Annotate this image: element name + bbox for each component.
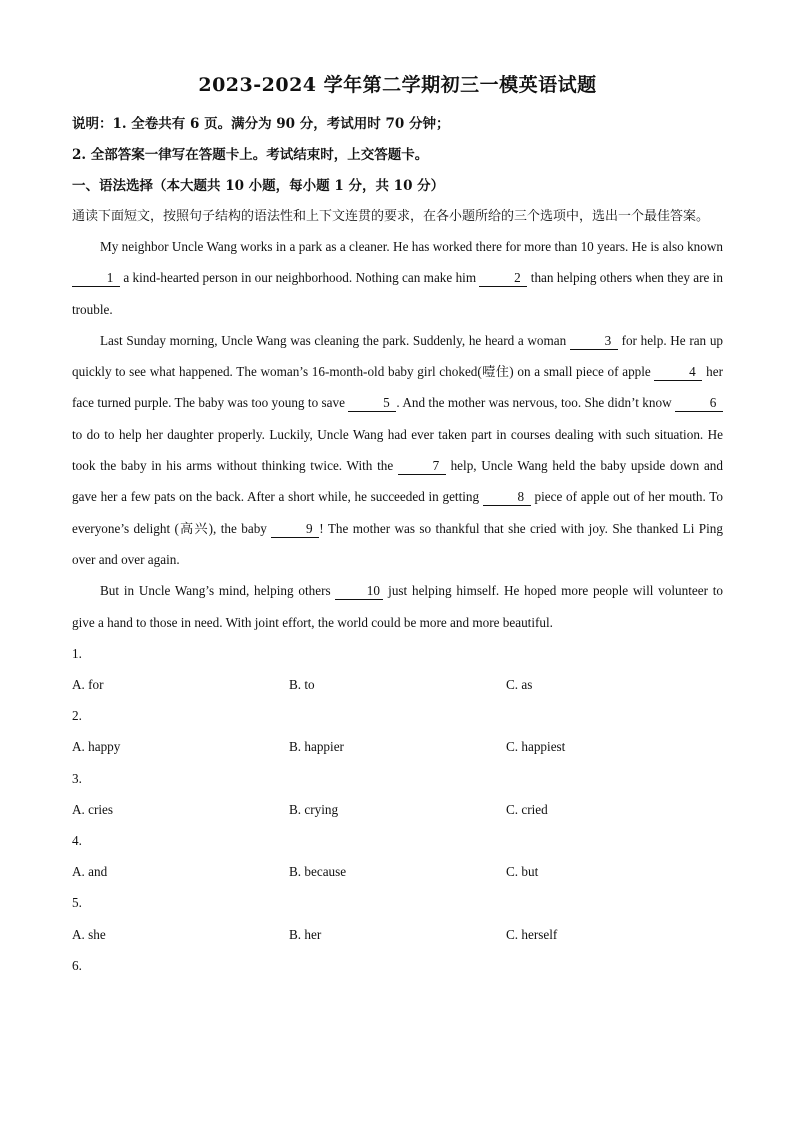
option-row: [72, 669, 723, 700]
blank-1: 1: [72, 269, 120, 287]
passage-text: ! The mother was so thankful that she cried with joy. She thanked Li Ping over and over again.: [72, 520, 723, 567]
blank-5: 5: [348, 394, 396, 412]
option-row: [72, 731, 723, 762]
question-number: 6.: [72, 957, 82, 973]
question-number: 4.: [72, 832, 82, 848]
option-a[interactable]: A. happy: [72, 739, 121, 755]
passage-text: But in Uncle Wang’s mind, helping others: [100, 583, 336, 599]
option-b[interactable]: B. happier: [289, 739, 344, 755]
blank-6: 6: [675, 394, 723, 412]
passage-text: help, Uncle Wang held the baby upside down and gave her a few pats on the back. After a short while, he succeeded in getting: [72, 458, 723, 505]
section-instruction: 通读下面短文，按照句子结构的语法性和上下文连贯的要求，在各小题所给的三个选项中，选出一个最佳答案。: [72, 209, 710, 224]
passage-paragraph-1: [72, 231, 723, 325]
option-row: [72, 794, 723, 825]
option-b[interactable]: B. crying: [289, 801, 339, 817]
option-a[interactable]: A. she: [72, 926, 106, 942]
passage-text: My neighbor Uncle Wang works in a park as a cleaner. He has worked there for more than 10 years. He is also known: [100, 239, 723, 254]
passage-text: to do to help her daughter properly. Luckily, Uncle Wang had ever taken part in courses dealing with such situation. He took the baby in his arms without thinking twice. With the: [72, 426, 723, 474]
blank-10: 10: [335, 582, 383, 600]
blank-7: 7: [398, 457, 446, 475]
passage-paragraph-3: [72, 575, 723, 638]
exam-note-2: 2. 全部答案一律写在答题卡上。考试结束时，上交答题卡。: [72, 147, 429, 163]
option-a[interactable]: A. cries: [72, 801, 114, 817]
exam-note-1: 说明：1. 全卷共有 6 页。满分为 90 分，考试用时 70 分钟；: [72, 116, 450, 132]
option-b[interactable]: B. her: [289, 926, 322, 942]
option-row: [72, 856, 723, 887]
page-title: 2023-2024 学年第二学期初三一模英语试题: [198, 74, 597, 96]
option-row: [72, 919, 723, 950]
option-c[interactable]: C. but: [506, 864, 539, 880]
passage-text: her face turned purple. The baby was too young to save: [72, 364, 723, 411]
passage-text: . And the mother was nervous, too. She didn’t know: [396, 395, 675, 411]
passage-paragraph-2: [72, 325, 723, 575]
option-b[interactable]: B. because: [289, 864, 347, 880]
question-list: [72, 638, 723, 981]
option-c[interactable]: C. cried: [506, 801, 548, 817]
question-number: 3.: [72, 770, 82, 786]
passage-text: piece of apple out of her mouth. To everyone’s delight (高兴), the baby: [72, 489, 723, 536]
question-number: 1.: [72, 645, 82, 661]
passage-text: for help. He ran up quickly to see what happened. The woman’s 16-month-old baby girl choked(噎住) on a small piece of apple: [72, 332, 724, 380]
option-c[interactable]: C. happiest: [506, 739, 566, 755]
blank-3: 3: [570, 332, 618, 350]
blank-8: 8: [483, 488, 531, 506]
option-c[interactable]: C. as: [506, 677, 533, 693]
option-b[interactable]: B. to: [289, 677, 315, 693]
option-a[interactable]: A. and: [72, 864, 108, 880]
blank-9: 9: [271, 520, 319, 538]
passage-text: than helping others when they are in trouble.: [72, 270, 723, 317]
question-number: 2.: [72, 708, 82, 724]
passage-text: just helping himself. He hoped more people will volunteer to give a hand to those in need. With joint effort, the world could be more and more beautiful.: [72, 583, 724, 630]
section-heading: 一、语法选择（本大题共 10 小题，每小题 1 分，共 10 分）: [72, 178, 445, 194]
blank-4: 4: [654, 363, 702, 381]
option-a[interactable]: A. for: [72, 677, 104, 693]
blank-2: 2: [479, 269, 527, 287]
option-c[interactable]: C. herself: [506, 926, 558, 942]
passage-text: Last Sunday morning, Uncle Wang was cleaning the park. Suddenly, he heard a woman: [100, 332, 570, 348]
passage-text: a kind-hearted person in our neighborhood. Nothing can make him: [120, 270, 480, 286]
exam-page: [72, 70, 723, 981]
question-number: 5.: [72, 895, 82, 911]
